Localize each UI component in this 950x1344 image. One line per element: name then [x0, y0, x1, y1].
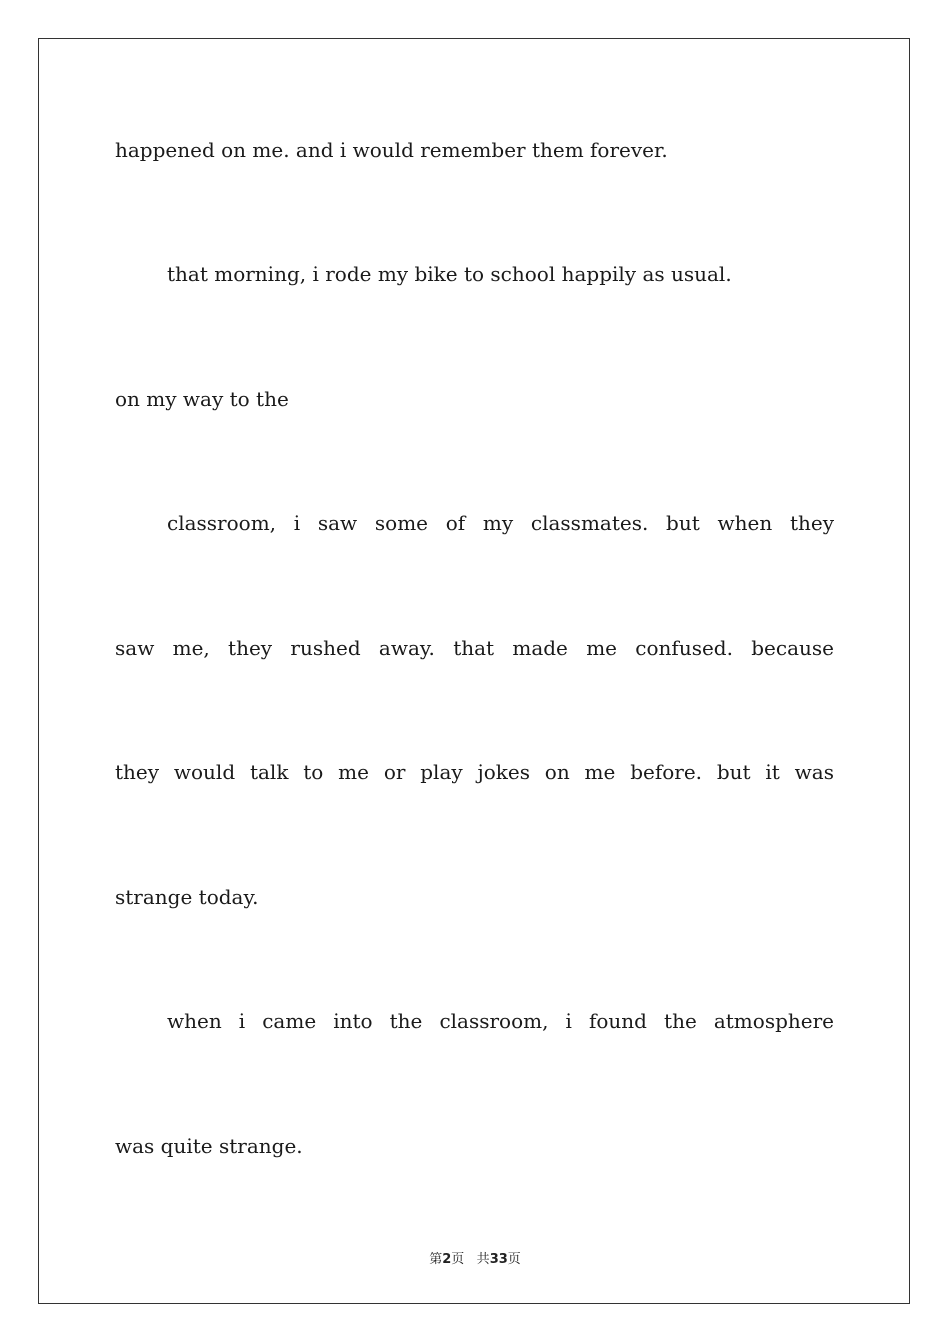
footer-total-prefix: 共: [476, 1252, 490, 1267]
text-line-4: classroom, i saw some of my classmates. but when they: [167, 511, 834, 535]
page-frame: [38, 38, 910, 1304]
text-line-6: they would talk to me or play jokes on me before. but it was: [115, 760, 834, 784]
footer-page-suffix: 页: [451, 1252, 465, 1267]
text-line-7: strange today.: [115, 885, 259, 909]
text-line-8: when i came into the classroom, i found the atmosphere: [167, 1009, 834, 1033]
page-footer: [0, 1248, 950, 1267]
text-line-3: on my way to the: [115, 387, 289, 411]
text-line-1: happened on me. and i would remember them forever.: [115, 138, 668, 162]
text-line-2: that morning, i rode my bike to school happily as usual.: [167, 262, 732, 286]
text-line-9: was quite strange.: [115, 1134, 303, 1158]
footer-prefix: 第: [429, 1252, 443, 1267]
footer-total-suffix: 页: [507, 1252, 521, 1267]
footer-page-number: 2: [442, 1252, 452, 1267]
footer-total-pages: 33: [489, 1252, 508, 1267]
text-line-5: saw me, they rushed away. that made me confused. because: [115, 636, 834, 660]
